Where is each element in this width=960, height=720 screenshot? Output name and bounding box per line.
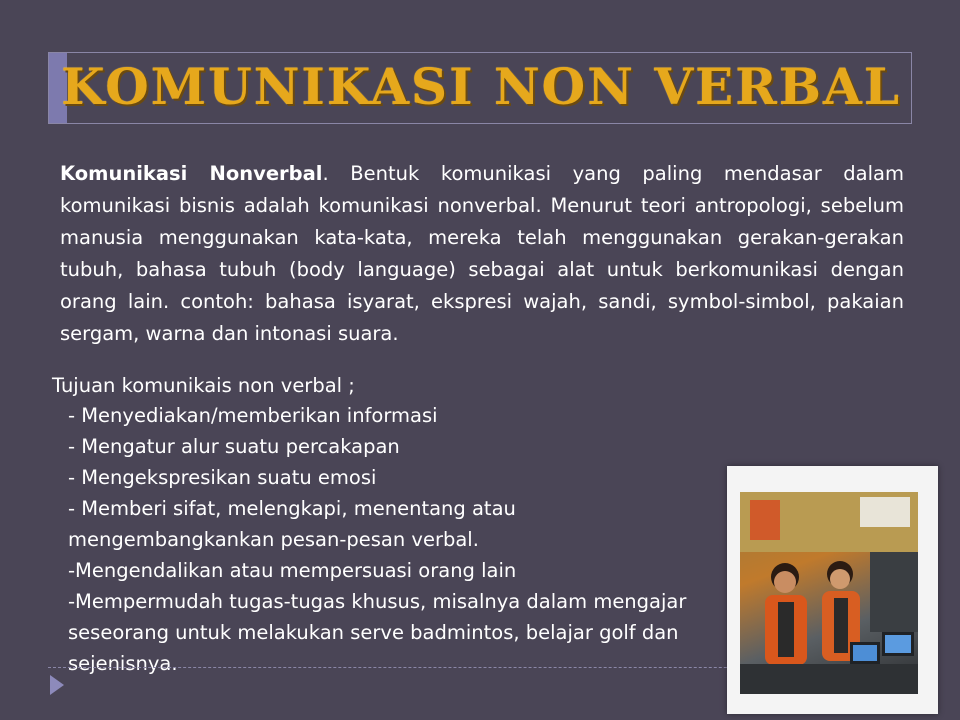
list-item: -Mengendalikan atau mempersuasi orang lain (68, 559, 517, 582)
title-box (48, 52, 912, 124)
tujuan-heading: Tujuan komunikais non verbal ; (52, 374, 355, 397)
list-item: - Menyediakan/memberikan informasi (68, 404, 438, 427)
list-item: - Memberi sifat, melengkapi, menentang atau mengembangkankan pesan-pesan verbal. (68, 497, 516, 551)
list-item: -Mempermudah tugas-tugas khusus, misalnya dalam mengajar seseorang untuk melakukan serve badmintos, belajar golf dan sejenisnya. (68, 590, 687, 675)
intro-paragraph (60, 158, 904, 350)
list-item: - Mengekspresikan suatu emosi (68, 466, 377, 489)
photo-frame (727, 466, 938, 714)
triangle-right-icon[interactable] (50, 675, 64, 695)
list-item: - Mengatur alur suatu percakapan (68, 435, 400, 458)
slide-title: KOMUNIKASI NON VERBAL (61, 57, 901, 116)
photo-illustration (740, 492, 918, 694)
bold-term: Komunikasi Nonverbal (60, 162, 323, 185)
tujuan-list (68, 400, 688, 679)
paragraph-text: . Bentuk komunikasi yang paling mendasar dalam komunikasi bisnis adalah komunikasi nonverbal. Menurut teori antropologi, sebelum manusia menggunakan kata-kata, mereka telah menggunakan gerakan-gerakan tubuh, bahasa tubuh (body language) sebagai alat untuk berkomunikasi dengan orang lain. contoh: bahasa isyarat, ekspresi wajah, sandi, symbol-simbol, pakaian sergam, warna dan intonasi suara. (60, 162, 904, 345)
exhibition-photo (740, 492, 918, 694)
